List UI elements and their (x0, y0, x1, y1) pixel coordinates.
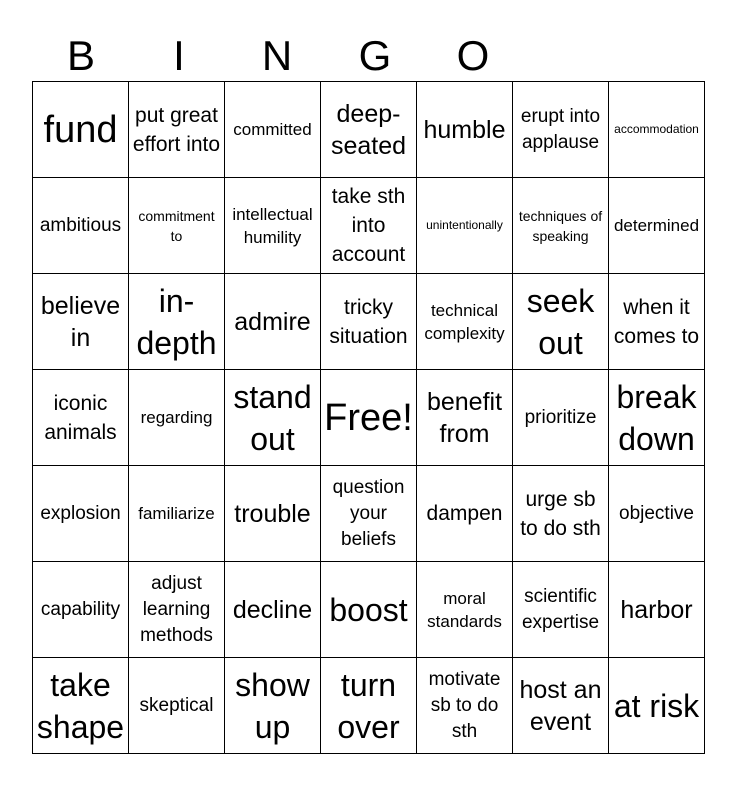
bingo-cell: fund (33, 82, 129, 178)
bingo-cell: accommodation (609, 82, 705, 178)
bingo-cell: urge sb to do sth (513, 466, 609, 562)
bingo-cell: admire (225, 274, 321, 370)
bingo-cell: objective (609, 466, 705, 562)
bingo-cell: harbor (609, 562, 705, 658)
bingo-cell: in-depth (129, 274, 225, 370)
bingo-header (32, 30, 718, 82)
bingo-cell: dampen (417, 466, 513, 562)
bingo-cell: commitment to (129, 178, 225, 274)
bingo-cell: tricky situation (321, 274, 417, 370)
bingo-cell: techniques of speaking (513, 178, 609, 274)
bingo-cell: familiarize (129, 466, 225, 562)
bingo-row-2 (33, 178, 705, 274)
bingo-cell: benefit from (417, 370, 513, 466)
bingo-row-1 (33, 82, 705, 178)
bingo-cell: prioritize (513, 370, 609, 466)
bingo-cell: moral standards (417, 562, 513, 658)
bingo-cell: host an event (513, 658, 609, 754)
bingo-row-7 (33, 658, 705, 754)
header-letter-i: I (173, 32, 185, 79)
bingo-cell: seek out (513, 274, 609, 370)
bingo-cell: adjust learning methods (129, 562, 225, 658)
bingo-cell: humble (417, 82, 513, 178)
bingo-cell: break down (609, 370, 705, 466)
bingo-cell: capability (33, 562, 129, 658)
bingo-cell: ambitious (33, 178, 129, 274)
bingo-cell: stand out (225, 370, 321, 466)
bingo-row-3 (33, 274, 705, 370)
bingo-cell: when it comes to (609, 274, 705, 370)
bingo-row-6 (33, 562, 705, 658)
bingo-row-5 (33, 466, 705, 562)
bingo-cell: skeptical (129, 658, 225, 754)
bingo-cell: put great effort into (129, 82, 225, 178)
bingo-cell: believe in (33, 274, 129, 370)
bingo-cell: explosion (33, 466, 129, 562)
bingo-cell: deep-seated (321, 82, 417, 178)
bingo-cell: boost (321, 562, 417, 658)
bingo-cell: decline (225, 562, 321, 658)
bingo-cell: technical complexity (417, 274, 513, 370)
bingo-card-grid (32, 81, 705, 754)
bingo-cell: regarding (129, 370, 225, 466)
header-letter-n: N (261, 32, 293, 79)
bingo-cell: motivate sb to do sth (417, 658, 513, 754)
bingo-cell: determined (609, 178, 705, 274)
free-space-cell: Free! (321, 370, 417, 466)
header-letter-g: G (358, 32, 392, 79)
bingo-cell: take sth into account (321, 178, 417, 274)
bingo-cell: at risk (609, 658, 705, 754)
bingo-cell: trouble (225, 466, 321, 562)
bingo-cell: intellectual humility (225, 178, 321, 274)
bingo-cell: show up (225, 658, 321, 754)
bingo-cell: iconic animals (33, 370, 129, 466)
bingo-cell: turn over (321, 658, 417, 754)
header-letter-o: O (456, 32, 490, 79)
bingo-cell: take shape (33, 658, 129, 754)
bingo-cell: scientific expertise (513, 562, 609, 658)
bingo-cell: unintentionally (417, 178, 513, 274)
bingo-cell: question your beliefs (321, 466, 417, 562)
bingo-cell: erupt into applause (513, 82, 609, 178)
header-letter-b: B (66, 32, 95, 79)
bingo-cell: committed (225, 82, 321, 178)
bingo-row-4 (33, 370, 705, 466)
